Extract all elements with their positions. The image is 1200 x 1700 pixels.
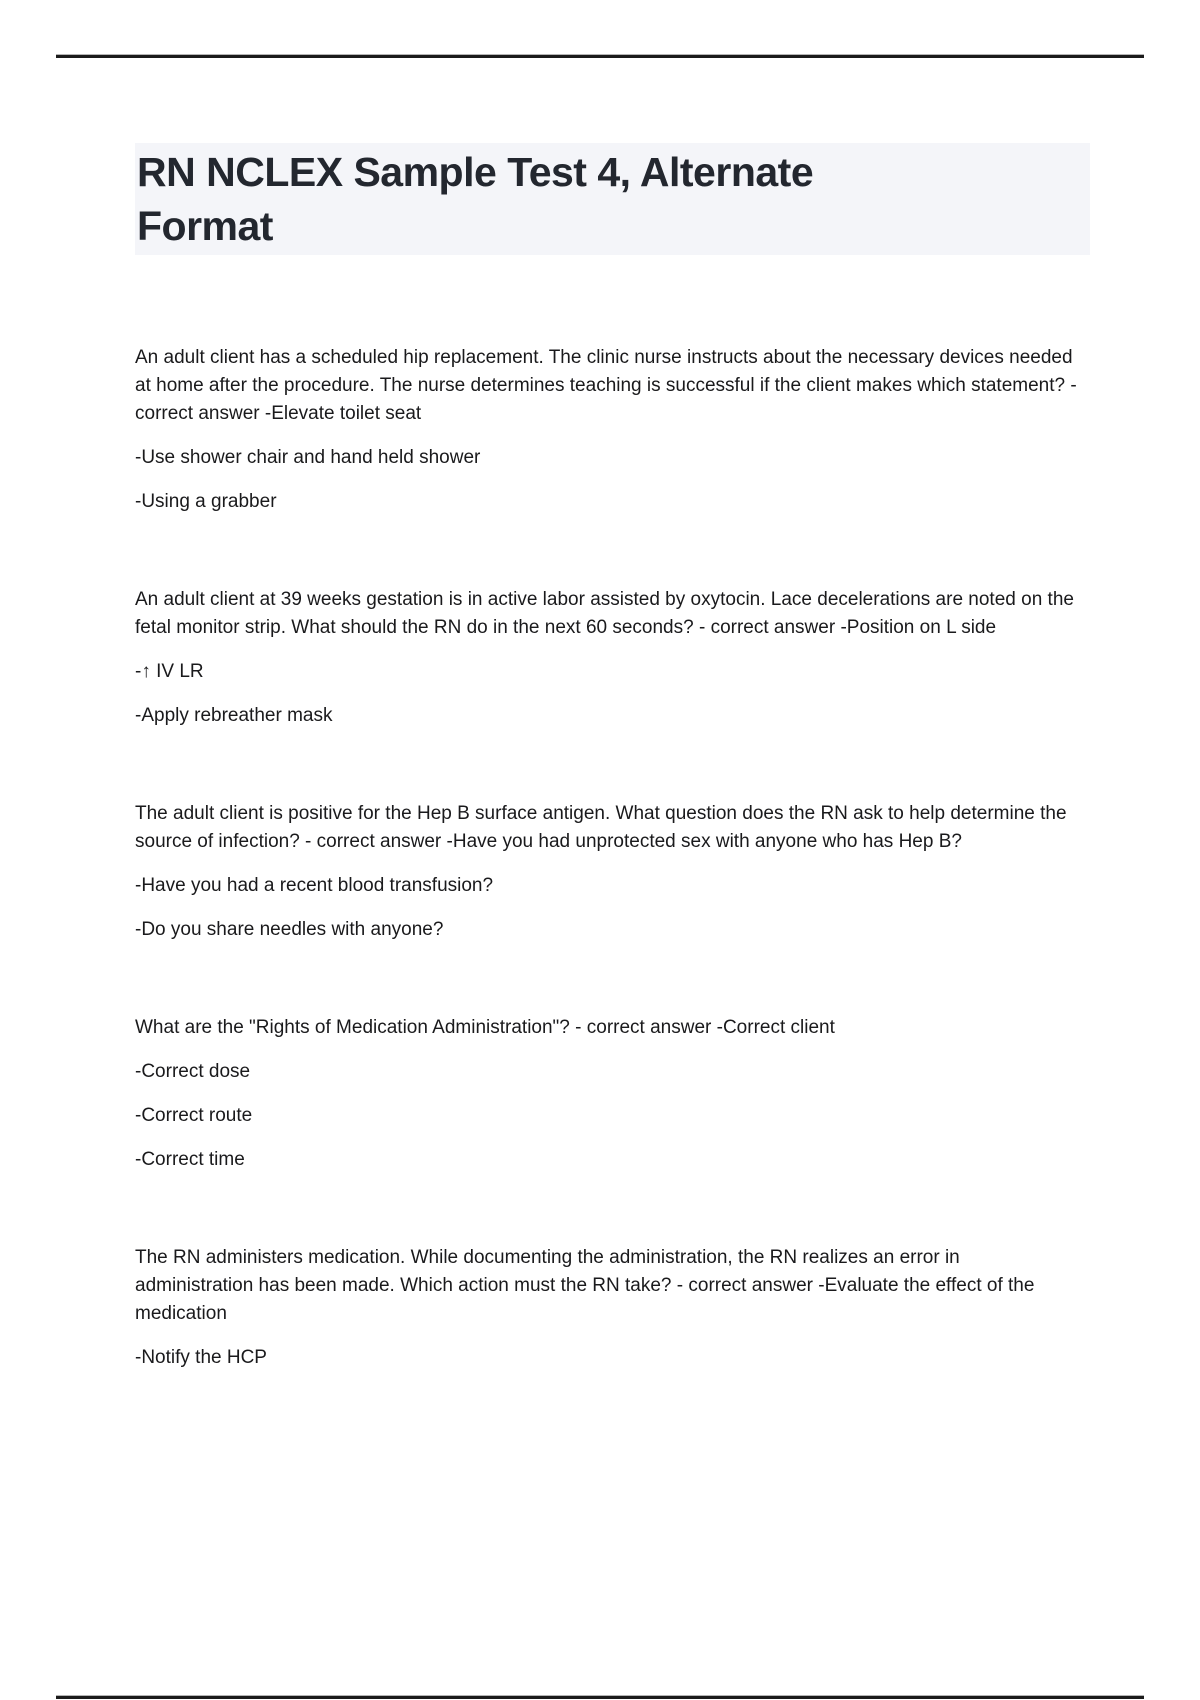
page-title bbox=[135, 143, 1090, 255]
question-group bbox=[135, 1244, 1080, 1372]
answer-option: -Correct dose bbox=[135, 1061, 251, 1082]
question-group bbox=[135, 1014, 1080, 1174]
answer-option: -Use shower chair and hand held shower bbox=[135, 447, 481, 468]
questions-list bbox=[135, 344, 1080, 1372]
answer-option: -↑ IV LR bbox=[135, 661, 204, 682]
page-title-line-1: RN NCLEX Sample Test 4, Alternate bbox=[137, 149, 814, 195]
question-group bbox=[135, 586, 1080, 730]
bottom-horizontal-rule bbox=[56, 1695, 1144, 1699]
answer-option: -Notify the HCP bbox=[135, 1347, 267, 1368]
answer-option: -Using a grabber bbox=[135, 491, 277, 512]
page-title-line-2: Format bbox=[137, 203, 273, 249]
question-text: What are the "Rights of Medication Administration"? - correct answer -Correct client bbox=[135, 1017, 835, 1038]
question-group bbox=[135, 800, 1080, 944]
answer-option: -Do you share needles with anyone? bbox=[135, 919, 444, 940]
top-horizontal-rule bbox=[56, 54, 1144, 58]
answer-option: -Apply rebreather mask bbox=[135, 705, 333, 726]
answer-option: -Correct time bbox=[135, 1149, 245, 1170]
question-text: An adult client has a scheduled hip replacement. The clinic nurse instructs about the necessary devices needed at home after the procedure. The nurse determines teaching is successful if the client makes which statement? - correct answer -Elevate toilet seat bbox=[135, 347, 1077, 424]
question-group bbox=[135, 344, 1080, 516]
answer-option: -Correct route bbox=[135, 1105, 253, 1126]
question-text: The adult client is positive for the Hep B surface antigen. What question does the RN ask to help determine the source of infection? - correct answer -Have you had unprotected sex with anyone who has Hep B? bbox=[135, 803, 1067, 852]
document-body bbox=[135, 344, 1080, 1442]
question-text: The RN administers medication. While documenting the administration, the RN realizes an error in administration has been made. Which action must the RN take? - correct answer -Evaluate the effect of the medication bbox=[135, 1247, 1035, 1324]
answer-option: -Have you had a recent blood transfusion? bbox=[135, 875, 494, 896]
question-text: An adult client at 39 weeks gestation is in active labor assisted by oxytocin. Lace decelerations are noted on the fetal monitor strip. What should the RN do in the next 60 seconds? - correct answer -Position on L side bbox=[135, 589, 1074, 638]
